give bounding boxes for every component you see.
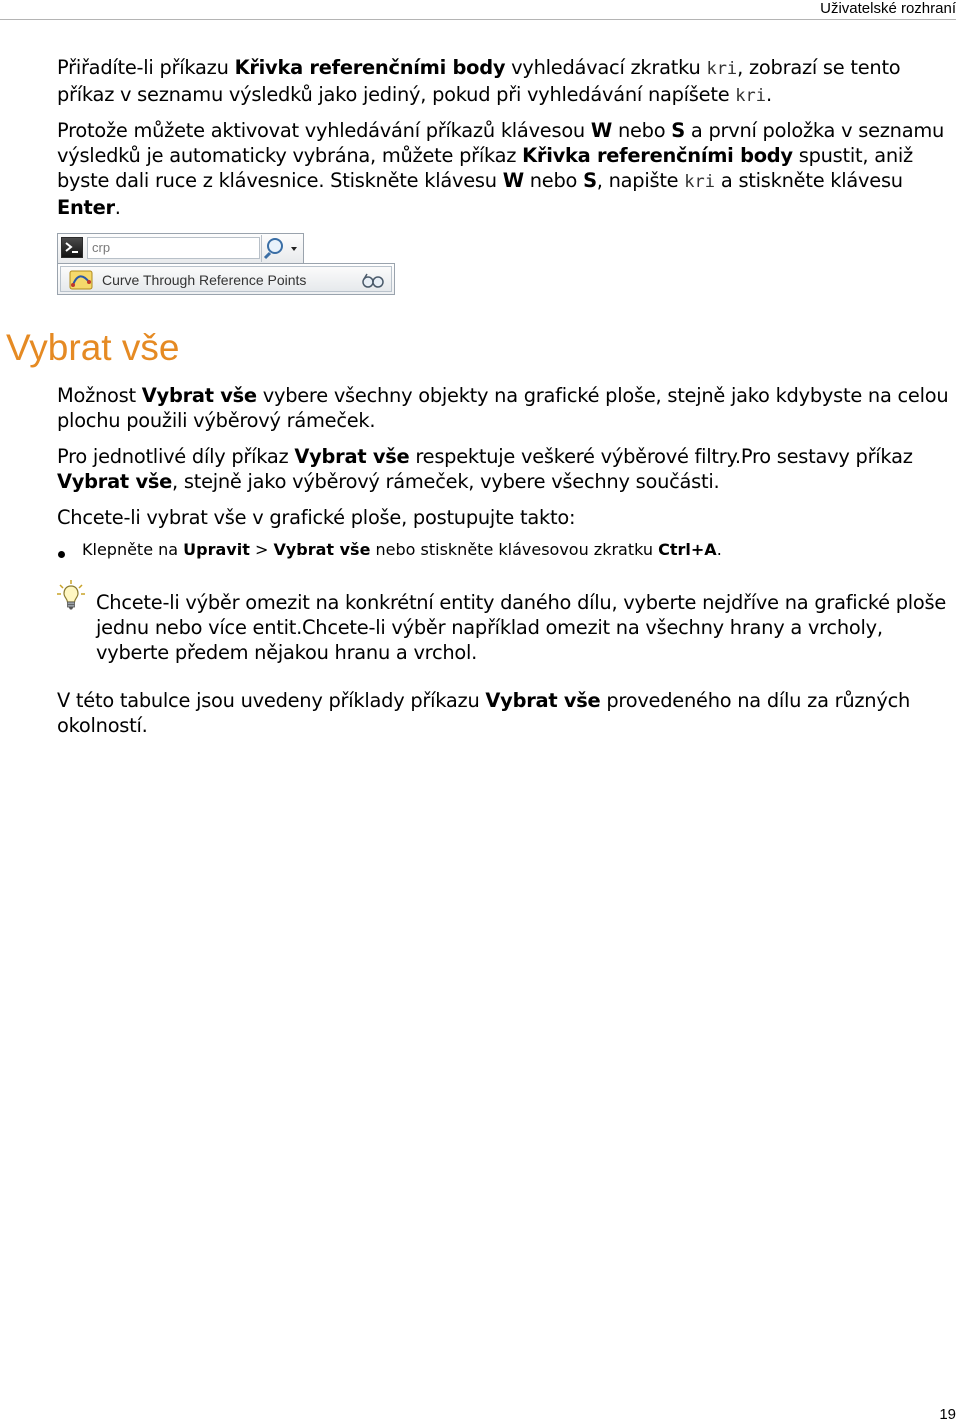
lightbulb-tip-icon xyxy=(57,580,85,612)
page-header xyxy=(0,0,956,20)
paragraph-search-shortcut: Přiřadíte-li příkazu Křivka referenčními body vyhledávací zkratku kri, zobrazí se tento příkaz v seznamu výsledků jako jediný, pokud při vyhledávání napíšete kri. xyxy=(57,56,901,106)
paragraph-examples-table-intro: V této tabulce jsou uvedeny příklady příkazu Vybrat vše provedeného na dílu za různých okolností. xyxy=(57,689,911,737)
page-number: 19 xyxy=(939,1406,956,1423)
search-result-item[interactable] xyxy=(57,263,395,295)
header-title: Uživatelské rozhraní xyxy=(820,0,956,17)
result-label: Curve Through Reference Points xyxy=(102,272,307,288)
section-title: Vybrat vše xyxy=(6,327,180,368)
search-bar xyxy=(57,233,304,264)
paragraph-select-all-filters: Pro jednotlivé díly příkaz Vybrat vše respektuje veškeré výběrové filtry.Pro sestavy příkaz Vybrat vše, stejně jako výběrový rámeček, vybere všechny součásti. xyxy=(57,445,913,493)
list-item: Klepněte na Upravit > Vybrat vše nebo stiskněte klávesovou zkratku Ctrl+A. xyxy=(57,540,957,559)
curve-command-icon xyxy=(69,270,93,290)
dropdown-arrow-icon xyxy=(291,247,297,251)
search-input[interactable]: crp xyxy=(87,237,260,259)
paragraph-select-all-intro: Možnost Vybrat vše vybere všechny objekty na grafické ploše, stejně jako kdybyste na celou plochu použili výběrový rámeček. xyxy=(57,384,949,432)
procedure-list xyxy=(57,540,957,559)
command-prompt-icon[interactable] xyxy=(61,237,83,258)
paragraph-keyboard-activation: Protože můžete aktivovat vyhledávání příkazů klávesou W nebo S a první položka v seznamu výsledků je automaticky vybrána, můžete příkaz Křivka referenčními body spustit, aniž byste dali ruce z klávesnice. Stiskněte klávesu W nebo S, napište kri a stiskněte klávesu Enter. xyxy=(57,119,945,219)
magnifier-icon xyxy=(262,235,300,261)
search-button[interactable] xyxy=(261,235,301,262)
glasses-icon[interactable] xyxy=(361,272,385,288)
paragraph-procedure-intro: Chcete-li vybrat vše v grafické ploše, postupujte takto: xyxy=(57,506,576,529)
tip-text: Chcete-li výběr omezit na konkrétní entity daného dílu, vyberte nejdříve na grafické ploše jednu nebo více entit.Chcete-li výběr například omezit na všechny hrany a vrcholy, vyberte předem nějakou hranu a vrchol. xyxy=(96,591,947,664)
command-search-widget xyxy=(57,233,395,294)
